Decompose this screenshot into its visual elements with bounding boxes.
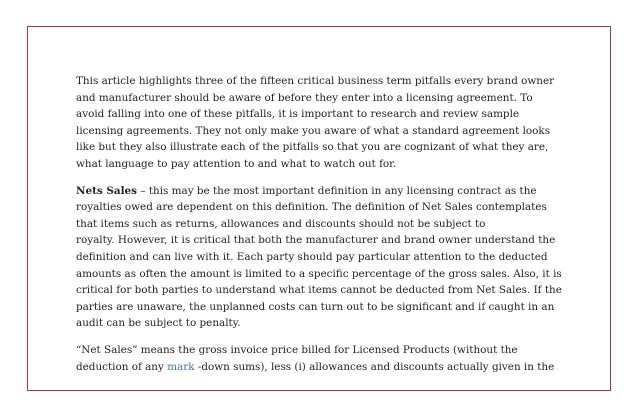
quote-text: deduction of any <box>76 360 168 373</box>
intro-line: This article highlights three of the fifteen critical business term pitfalls every brand owner <box>76 75 555 87</box>
intro-line: avoid falling into one of these pitfalls, it is important to research and review sample <box>76 108 520 121</box>
net-sales-paragraph <box>76 183 566 332</box>
intro-paragraph <box>76 73 566 173</box>
net-sales-heading: Nets Sales <box>76 184 138 197</box>
mark-link[interactable]: mark <box>167 360 195 373</box>
net-sales-definition-quote <box>76 342 566 375</box>
net-sales-line: definition and can live with it. Each party should pay particular attention to the deducted <box>76 250 548 263</box>
intro-line: licensing agreements. They not only make you aware of what a standard agreement looks <box>76 124 551 137</box>
net-sales-line: audit can be subject to penalty. <box>76 317 241 330</box>
net-sales-line: parties are unaware, the unplanned costs can turn out to be significant and if caught in an <box>76 300 555 313</box>
document-body <box>76 73 566 385</box>
quote-line <box>76 359 566 376</box>
net-sales-line: royalty. However, it is critical that both the manufacturer and brand owner understand the <box>76 234 556 247</box>
net-sales-first-line-text: – this may be the most important definition in any licensing contract as the <box>137 184 537 197</box>
quote-line: “Net Sales” means the gross invoice price billed for Licensed Products (without the <box>76 343 518 356</box>
net-sales-line: that items such as returns, allowances and discounts should not be subject to <box>76 217 486 230</box>
net-sales-line: royalties owed are dependent on this definition. The definition of Net Sales contemplates <box>76 201 547 214</box>
net-sales-line: amounts as often the amount is limited to a specific percentage of the gross sales. Also, it is <box>76 267 562 280</box>
net-sales-first-line <box>76 183 566 200</box>
intro-line: what language to pay attention to and what to watch out for. <box>76 157 397 170</box>
intro-line: and manufacturer should be aware of before they enter into a licensing agreement. To <box>76 91 533 104</box>
net-sales-line: critical for both parties to understand what items cannot be deducted from Net Sales. If the <box>76 284 562 297</box>
intro-line: like but they also illustrate each of the pitfalls so that you are cognizant of what they are, <box>76 141 549 154</box>
quote-text: -down sums), less (i) allowances and discounts actually given in the <box>194 360 555 373</box>
